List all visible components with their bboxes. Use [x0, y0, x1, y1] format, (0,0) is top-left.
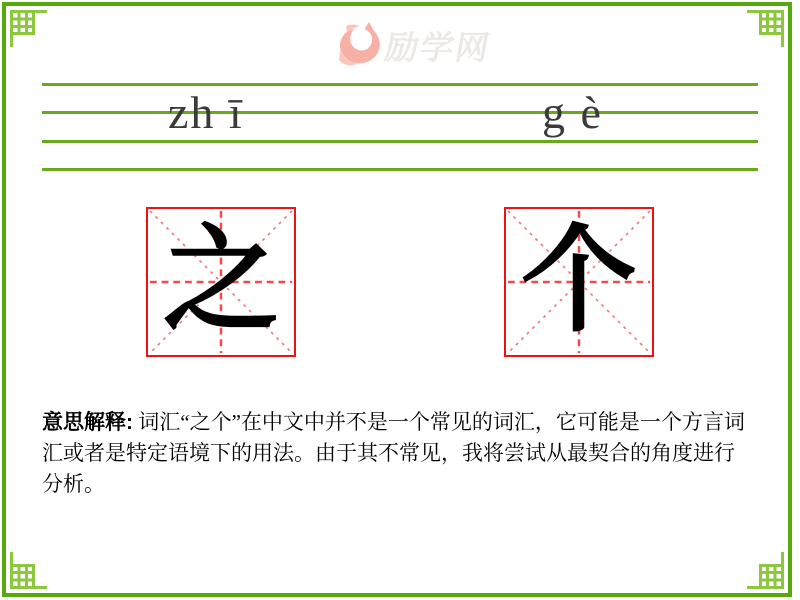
pinyin-word-zhi: zh ī — [168, 87, 244, 138]
pinyin-guide-line-2 — [42, 111, 758, 114]
site-logo — [336, 18, 494, 69]
hanzi-ge: 个 — [521, 218, 637, 346]
page-border-frame — [2, 2, 792, 597]
meaning-explanation-text: 词汇“之个”在中文中并不是一个常见的词汇，它可能是一个方言词汇或者是特定语境下的用法。由于其不常见，我将尝试从最契合的角度进行分析。 — [42, 410, 745, 496]
hanzi-zhi: 之 — [163, 218, 279, 346]
lattice-corner-top-right-icon — [744, 2, 792, 50]
character-grid-box-ge — [504, 207, 654, 357]
pinyin-guide-line-1 — [42, 83, 758, 86]
pinyin-guide-line-3 — [42, 140, 758, 143]
pinyin-guide-line-4 — [42, 168, 758, 171]
swirl-flame-icon — [336, 20, 382, 68]
logo-site-name: 励学网 — [382, 29, 494, 66]
lattice-corner-bottom-left-icon — [2, 549, 50, 597]
meaning-explanation-label: 意思解释: — [42, 411, 133, 434]
character-grid-box-zhi — [146, 207, 296, 357]
lattice-corner-top-left-icon — [2, 2, 50, 50]
lattice-corner-bottom-right-icon — [744, 549, 792, 597]
meaning-explanation — [42, 407, 752, 500]
pinyin-word-ge: g è — [542, 87, 603, 138]
